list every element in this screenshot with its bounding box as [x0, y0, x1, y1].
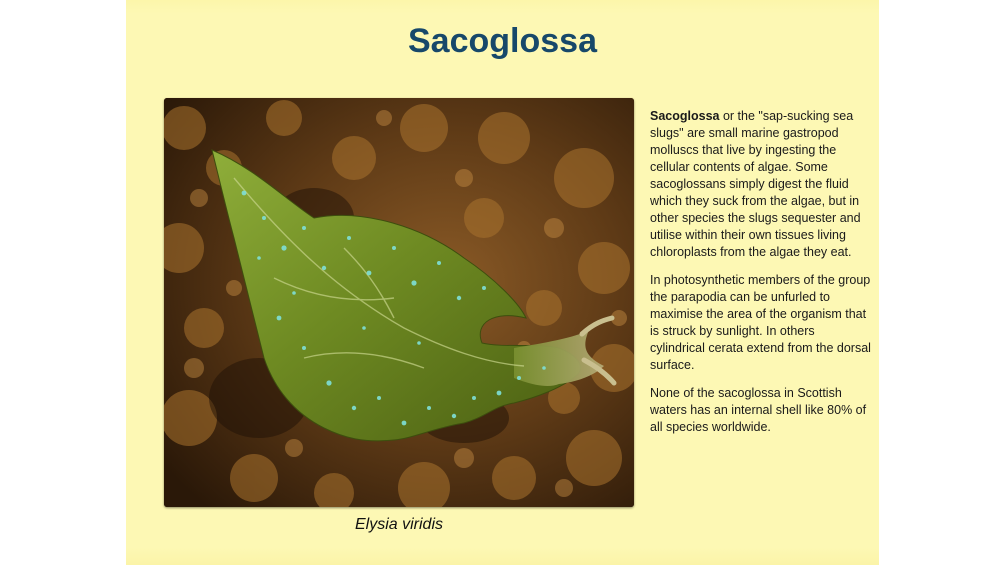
- term-sacoglossa: Sacoglossa: [650, 109, 720, 123]
- slide: [126, 0, 879, 565]
- image-caption: Elysia viridis: [354, 516, 443, 533]
- paragraph-shell: None of the sacoglossa in Scottish waters has an internal shell like 80% of all species worldwide.: [650, 386, 867, 434]
- paragraph-intro-text: or the "sap-sucking sea slugs" are small marine gastropod molluscs that live by ingesting the cellular contents of algae. Some sacoglossans simply digest the fluid which they suck from the algae, but in other species the slugs sequester and utilise within their own tissues living chloroplasts from the algae they eat.: [650, 109, 861, 259]
- sea-slug-photo: [164, 98, 634, 507]
- paragraph-photosynthesis: In photosynthetic members of the group the parapodia can be unfurled to maximise the area of the organism that is struck by sunlight. In others cylindrical cerata extend from the dorsal surface.: [650, 273, 871, 372]
- body-text: [650, 108, 872, 447]
- slide-title: Sacoglossa: [408, 22, 597, 60]
- paragraph-intro: [650, 108, 872, 261]
